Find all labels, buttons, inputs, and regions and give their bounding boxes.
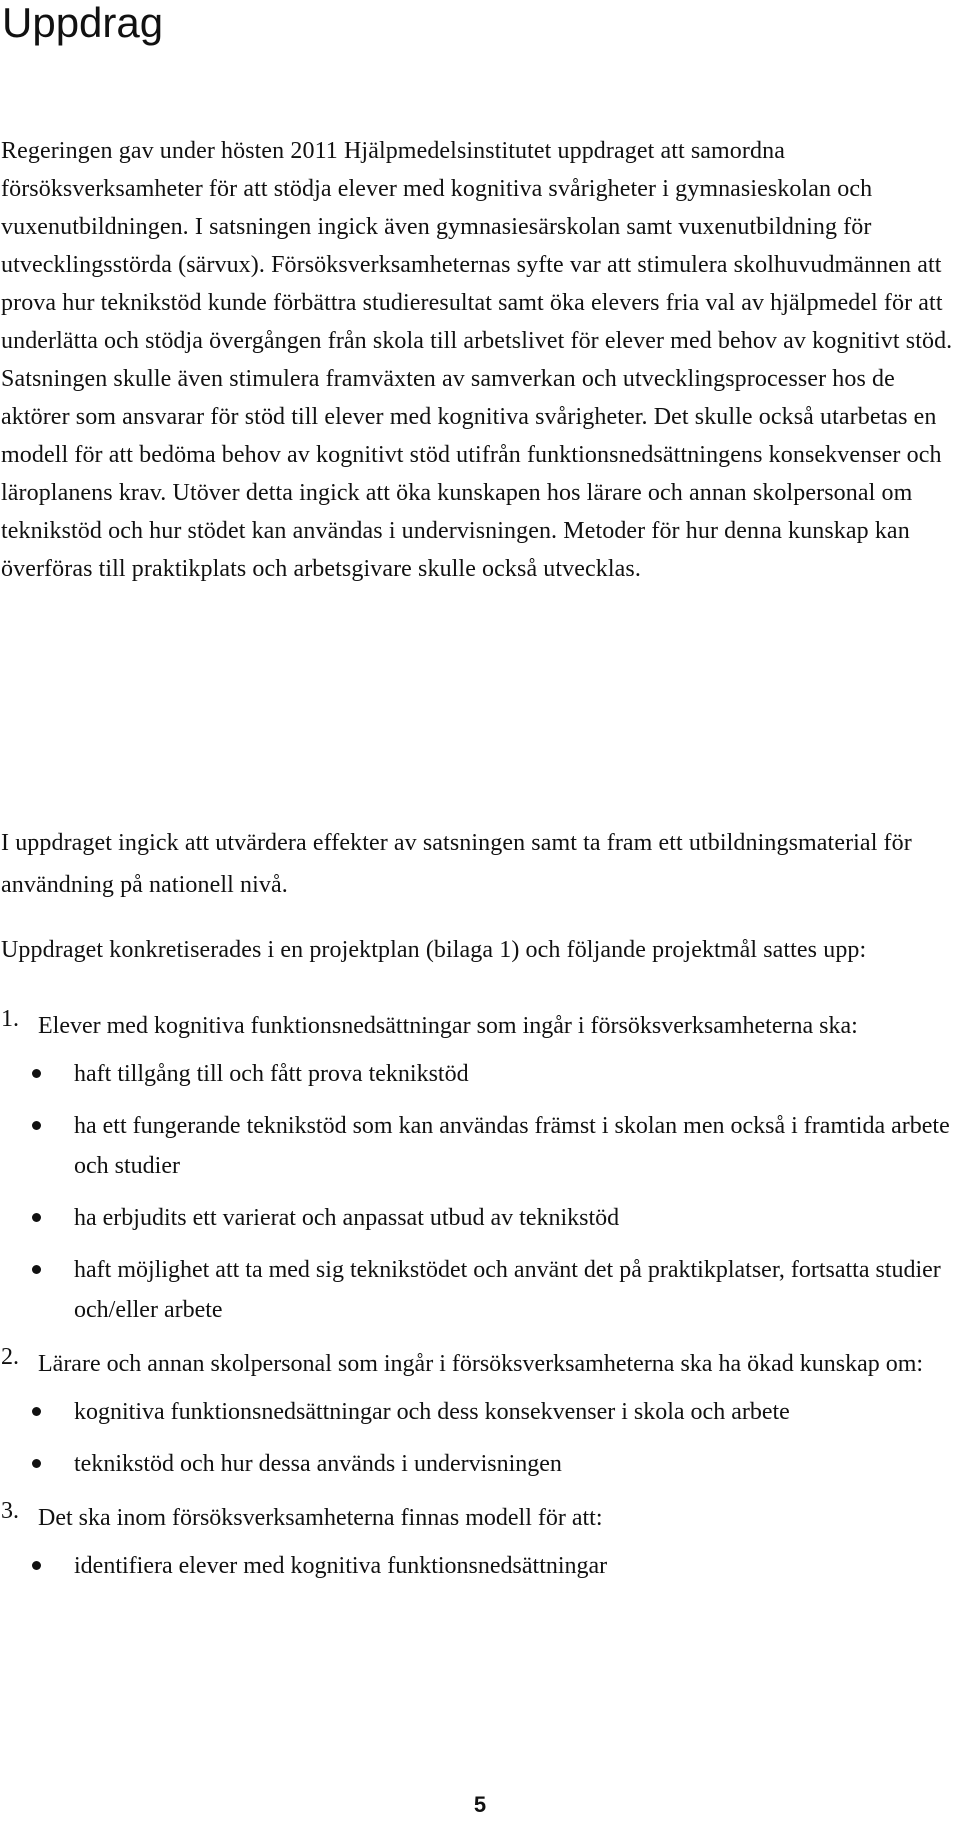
goal-number: 1. bbox=[1, 1006, 19, 1032]
goal-text: Elever med kognitiva funktionsnedsättningar som ingår i försöksverksamheterna ska: bbox=[38, 1013, 858, 1039]
bullet-icon bbox=[32, 1213, 41, 1222]
bullet-item bbox=[38, 1546, 957, 1586]
goal-item-1 bbox=[0, 1006, 957, 1330]
bullet-text: kognitiva funktionsnedsättningar och dess konsekvenser i skola och arbete bbox=[74, 1399, 790, 1425]
project-goals-list bbox=[0, 1006, 957, 1598]
goal-bullet-list bbox=[38, 1392, 957, 1484]
goal-bullet-list bbox=[38, 1546, 957, 1586]
goal-item-3 bbox=[0, 1498, 957, 1586]
goal-number: 2. bbox=[1, 1344, 19, 1370]
goal-number: 3. bbox=[1, 1498, 19, 1524]
goal-bullet-list bbox=[38, 1054, 957, 1330]
bullet-icon bbox=[32, 1407, 41, 1416]
bullet-icon bbox=[32, 1459, 41, 1468]
bullet-item bbox=[38, 1054, 957, 1094]
bullet-text: ha erbjudits ett varierat och anpassat utbud av teknikstöd bbox=[74, 1205, 620, 1231]
bullet-text: ha ett fungerande teknikstöd som kan användas främst i skolan men också i framtida arbete och studier bbox=[74, 1113, 950, 1179]
page-number: 5 bbox=[473, 1792, 487, 1817]
bullet-item bbox=[38, 1198, 957, 1238]
bullet-item bbox=[38, 1392, 957, 1432]
bullet-item bbox=[38, 1250, 957, 1330]
bullet-text: teknikstöd och hur dessa används i undervisningen bbox=[74, 1451, 562, 1477]
bullet-icon bbox=[32, 1265, 41, 1274]
goal-item-2 bbox=[0, 1344, 957, 1484]
page-heading: Uppdrag bbox=[2, 0, 164, 46]
goal-text: Lärare och annan skolpersonal som ingår i försöksverksamheterna ska ha ökad kunskap om: bbox=[38, 1351, 924, 1377]
bullet-text: haft tillgång till och fått prova teknikstöd bbox=[74, 1061, 469, 1087]
evaluation-paragraph: I uppdraget ingick att utvärdera effekter av satsningen samt ta fram ett utbildningsmaterial för användning på nationell nivå. bbox=[1, 830, 912, 898]
bullet-icon bbox=[32, 1561, 41, 1570]
bullet-icon bbox=[32, 1121, 41, 1130]
project-paragraph: Uppdraget konkretiserades i en projektplan (bilaga 1) och följande projektmål sattes upp: bbox=[1, 937, 867, 963]
goal-text: Det ska inom försöksverksamheterna finnas modell för att: bbox=[38, 1505, 603, 1531]
bullet-icon bbox=[32, 1069, 41, 1078]
bullet-text: identifiera elever med kognitiva funktionsnedsättningar bbox=[74, 1553, 608, 1579]
bullet-item bbox=[38, 1444, 957, 1484]
bullet-text: haft möjlighet att ta med sig teknikstödet och använt det på praktikplatser, fortsatta studier och/eller arbete bbox=[74, 1257, 941, 1323]
bullet-item bbox=[38, 1106, 957, 1186]
intro-paragraph: Regeringen gav under hösten 2011 Hjälpmedelsinstitutet uppdraget att samordna försöksverksamheter för att stödja elever med kognitiva svårigheter i gymnasieskolan och vuxenutbildningen. I satsningen ingick även gymnasiesärskolan samt vuxenutbildning för utvecklingsstörda (särvux). Försöksverksamheternas syfte var att stimulera skolhuvudmännen att prova hur teknikstöd kunde förbättra studieresultat samt öka elevers fria val av hjälpmedel för att underlätta och stödja övergången från skola till arbetslivet för elever med behov av kognitivt stöd. Satsningen skulle även stimulera framväxten av samverkan och utvecklingsprocesser hos de aktörer som ansvarar för stöd till elever med kognitiva svårigheter. Det skulle också utarbetas en modell för att bedöma behov av kognitivt stöd utifrån funktionsnedsättningens konsekvenser och läroplanens krav. Utöver detta ingick att öka kunskapen hos lärare och annan skolpersonal om teknikstöd och hur stödet kan användas i undervisningen. Metoder för hur denna kunskap kan överföras till praktikplats och arbetsgivare skulle också utvecklas. bbox=[1, 138, 953, 582]
